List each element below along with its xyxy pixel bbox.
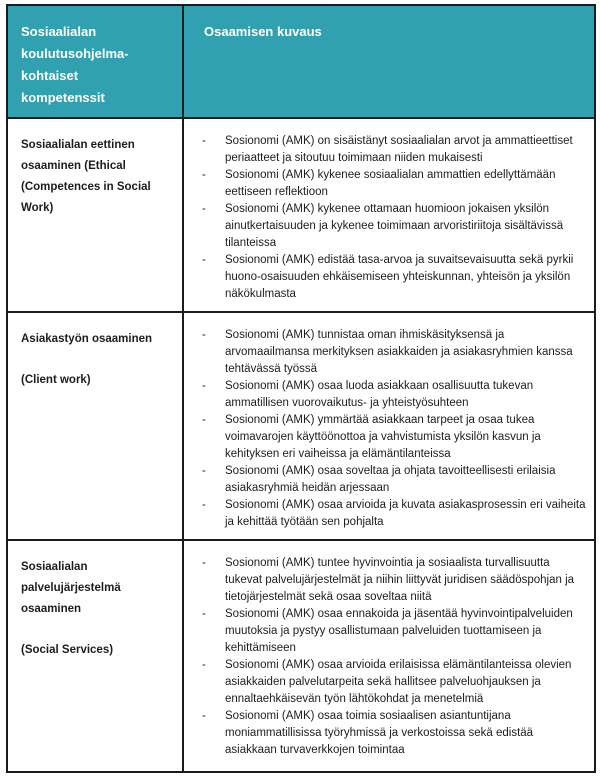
bullet-text: Sosionomi (AMK) kykenee sosiaalialan ammattien edellyttämään eettiseen reflektioon (225, 169, 556, 198)
bullet-dash: - (202, 659, 206, 671)
bullet-item (184, 327, 586, 378)
bullet-item (184, 606, 586, 657)
bullet-dash: - (202, 414, 206, 426)
bullet-text: Sosionomi (AMK) osaa soveltaa ja ohjata tavoitteellisesti erilaisia asiakasryhmiä heidän arjessaan (225, 465, 556, 494)
bullet-text: Sosionomi (AMK) ymmärtää asiakkaan tarpeet ja osaa tukea voimavarojen käyttöönottoa ja vahvistumista yksilön kasvun ja kehityksen eri vaiheissa ja elämäntilanteissa (225, 414, 541, 460)
bullet-text: Sosionomi (AMK) tunnistaa oman ihmiskäsityksensä ja arvomaailmansa merkityksen asiakkaiden ja asiakasryhmien kanssa tehtävässä työssä (225, 329, 573, 375)
bullet-text: Sosionomi (AMK) on sisäistänyt sosiaalialan arvot ja ammattieettiset periaatteet ja sitoutuu toimimaan niiden mukaisesti (225, 135, 573, 164)
bullet-text: Sosionomi (AMK) kykenee ottamaan huomioon jokaisen yksilön ainutkertaisuuden ja kykenee toimimaan arvoristiriitoja sisältävissä tilanteissa (225, 203, 564, 249)
bullet-dash: - (202, 329, 206, 341)
bullet-item (184, 133, 586, 167)
bullet-item (184, 252, 586, 303)
bullet-item (184, 555, 586, 606)
bullet-dash: - (202, 169, 206, 181)
header-cell-competences: Sosiaalialan koulutusohjelma-kohtaiset kompetenssit (7, 5, 183, 118)
competence-title: Sosiaalialan palvelujärjestelmä osaaminen (21, 561, 121, 615)
bullet-item (184, 657, 586, 708)
table-row (7, 312, 595, 540)
table-row (7, 118, 595, 312)
competence-description-cell (183, 540, 595, 772)
bullet-dash: - (202, 380, 206, 392)
competence-description-cell (183, 312, 595, 540)
table-header-row (7, 5, 595, 118)
header-cell-description: Osaamisen kuvaus (183, 5, 595, 118)
bullet-list (184, 555, 586, 759)
bullet-dash: - (202, 499, 206, 511)
bullet-text: Sosionomi (AMK) osaa luoda asiakkaan osallisuutta tukevan ammatillisen vuorovaikutus- ja yhteistyösuhteen (225, 380, 534, 409)
bullet-item (184, 497, 586, 531)
bullet-text: Sosionomi (AMK) osaa arvioida erilaisissa elämäntilanteissa olevien asiakkaiden palvelutarpeita sekä hallitsee palveluohjauksen ja ennaltaehkäisevän työn lähtökohdat ja menetelmiä (225, 659, 572, 705)
bullet-item (184, 167, 586, 201)
bullet-dash: - (202, 254, 206, 266)
bullet-text: Sosionomi (AMK) osaa arvioida ja kuvata asiakasprosessin eri vaiheita ja kehittää työtään sen pohjalta (225, 499, 586, 528)
table-row (7, 540, 595, 772)
bullet-dash: - (202, 608, 206, 620)
bullet-dash: - (202, 135, 206, 147)
bullet-text: Sosionomi (AMK) osaa toimia sosiaalisen asiantuntijana moniammatillisissa työryhmissä ja verkostoissa sekä edistää asiakkaan turvaverkkojen toimintaa (225, 710, 534, 756)
competence-title-cell (7, 540, 183, 772)
competence-title: Asiakastyön osaaminen (21, 333, 153, 345)
bullet-text: Sosionomi (AMK) edistää tasa-arvoa ja suvaitsevaisuutta sekä pyrkii huono-osaisuuden ehkäisemiseen yhteiskunnan, yhteisön ja yksilön näkökulmasta (225, 254, 574, 300)
competence-title: Sosiaalialan eettinen osaaminen (Ethical (Competences in Social Work) (21, 139, 151, 214)
bullet-dash: - (202, 557, 206, 569)
bullet-item (184, 378, 586, 412)
bullet-item (184, 412, 586, 463)
competence-table (6, 4, 596, 773)
bullet-text: Sosionomi (AMK) tuntee hyvinvointia ja sosiaalista turvallisuutta tukevat palvelujärjestelmät ja niihin liittyvät juridisen säädöspohjan ja tietojärjestelmät sekä osaa soveltaa niitä (225, 557, 575, 603)
bullet-list (184, 327, 586, 531)
bullet-item (184, 201, 586, 252)
bullet-dash: - (202, 465, 206, 477)
bullet-item (184, 708, 586, 759)
bullet-item (184, 463, 586, 497)
bullet-list (184, 133, 586, 303)
bullet-dash: - (202, 710, 206, 722)
competence-title-cell (7, 118, 183, 312)
bullet-dash: - (202, 203, 206, 215)
competence-description-cell (183, 118, 595, 312)
bullet-text: Sosionomi (AMK) osaa ennakoida ja jäsentää hyvinvointipalveluiden muutoksia ja pystyy osallistumaan palveluiden tuottamiseen ja kehittämiseen (225, 608, 573, 654)
competence-title-cell (7, 312, 183, 540)
competence-subtitle: (Client work) (21, 374, 91, 386)
competence-subtitle: (Social Services) (21, 644, 114, 656)
